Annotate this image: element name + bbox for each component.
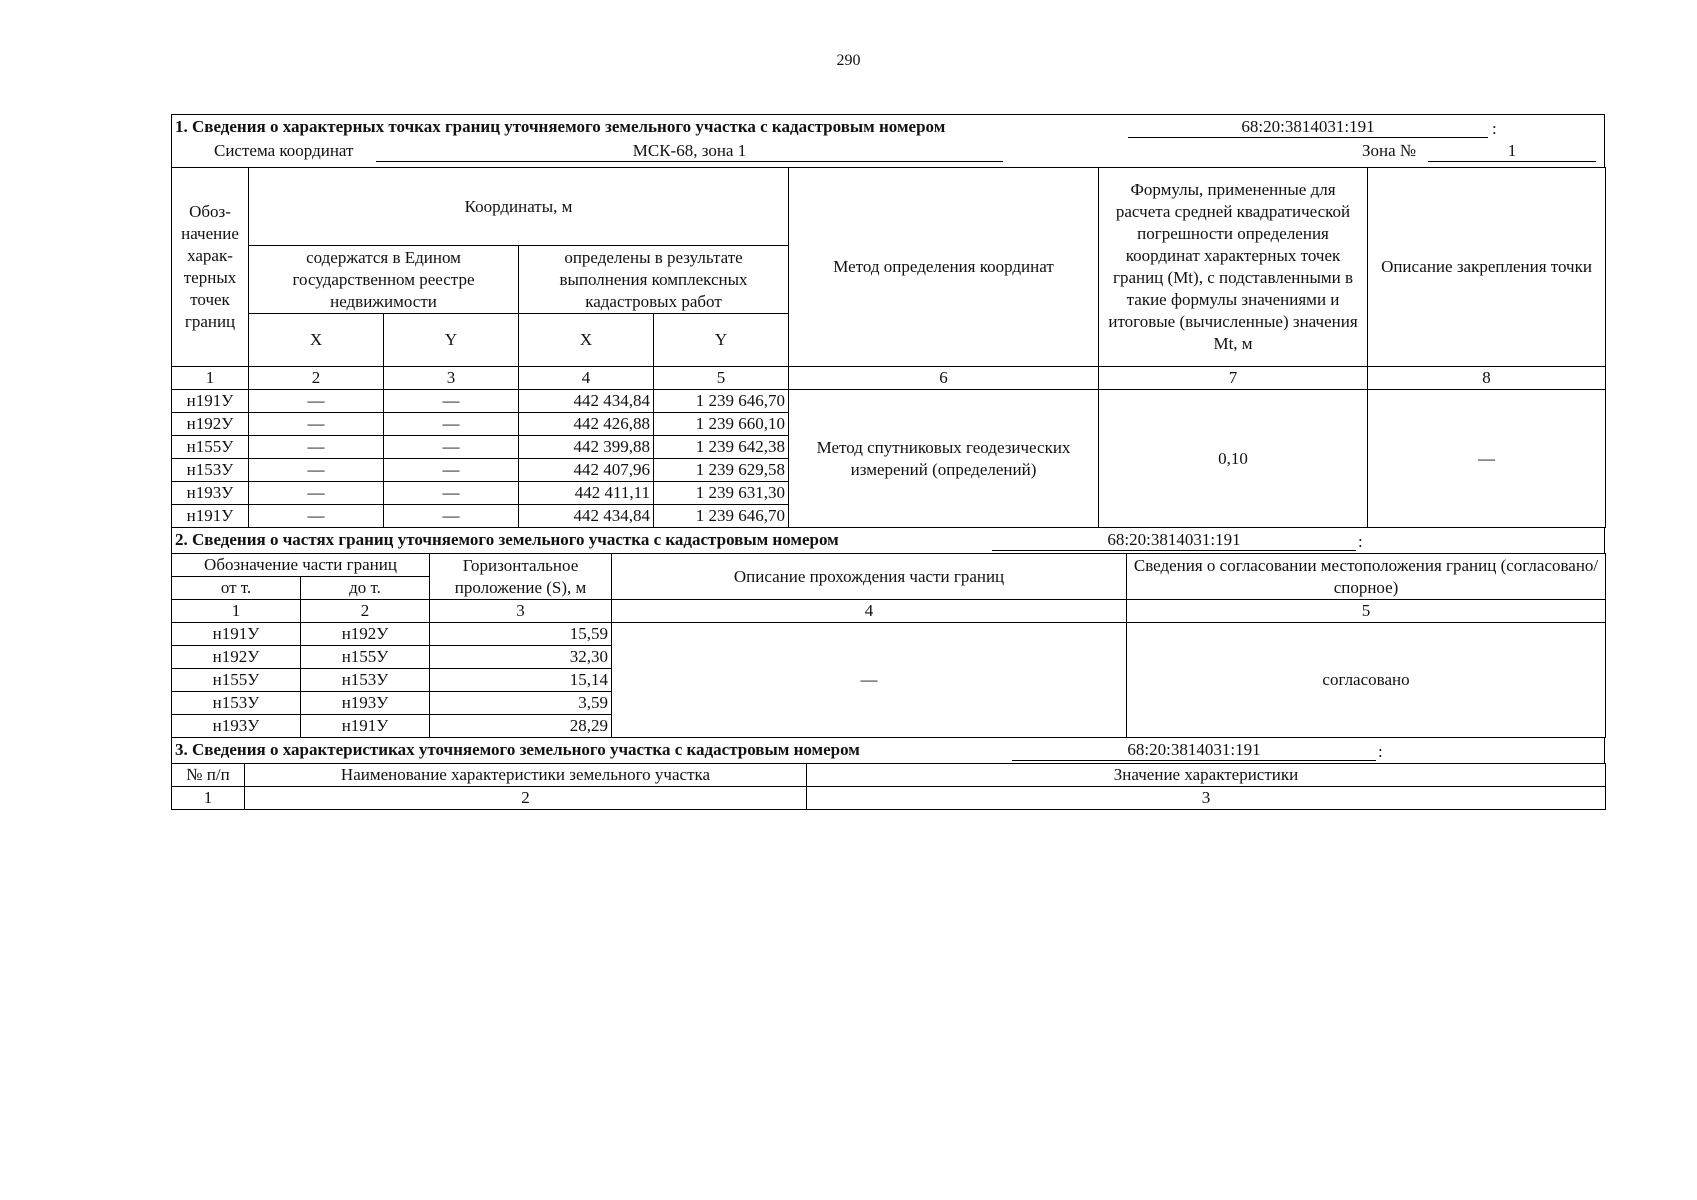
- header-coordinates: Координаты, м: [249, 168, 789, 246]
- from-point: н191У: [172, 623, 301, 646]
- x-determined: 442 411,11: [519, 482, 654, 505]
- to-point: н192У: [301, 623, 430, 646]
- col-number: 1: [172, 367, 249, 390]
- header-determined: определены в результате выполнения комплексных кадастровых работ: [519, 246, 789, 314]
- coord-system-value: МСК-68, зона 1: [376, 141, 1003, 162]
- header-value: Значение характеристики: [807, 764, 1606, 787]
- header-agreement: Сведения о согласовании местоположения границ (согласовано/спорное): [1127, 554, 1606, 600]
- col-number: 4: [519, 367, 654, 390]
- section3-title: 3. Сведения о характеристиках уточняемого земельного участка с кадастровым номером: [175, 740, 860, 759]
- point-id: н192У: [172, 413, 249, 436]
- section2-title: 2. Сведения о частях границ уточняемого земельного участка с кадастровым номером: [175, 530, 839, 549]
- y-registry: —: [384, 436, 519, 459]
- section2-table: [171, 553, 1606, 738]
- y-registry: —: [384, 413, 519, 436]
- x-determined: 442 434,84: [519, 390, 654, 413]
- section1-title: 1. Сведения о характерных точках границ уточняемого земельного участка с кадастровым номером: [175, 117, 946, 136]
- to-point: н193У: [301, 692, 430, 715]
- header-horizontal: Горизонтальное проложение (S), м: [430, 554, 612, 600]
- point-id: н153У: [172, 459, 249, 482]
- method-value: Метод спутниковых геодезических измерений (определений): [789, 390, 1099, 528]
- y-registry: —: [384, 505, 519, 528]
- header-to: до т.: [301, 577, 430, 600]
- col-number: 2: [301, 600, 430, 623]
- col-number: 1: [172, 787, 245, 810]
- horizontal-distance: 28,29: [430, 715, 612, 738]
- fixing-value: —: [1368, 390, 1606, 528]
- header-method: Метод определения координат: [789, 168, 1099, 367]
- col-number: 4: [612, 600, 1127, 623]
- horizontal-distance: 15,59: [430, 623, 612, 646]
- x-registry: —: [249, 459, 384, 482]
- section3-header: [171, 738, 1605, 763]
- zone-label: Зона №: [1362, 141, 1417, 160]
- y-determined: 1 239 646,70: [654, 505, 789, 528]
- x-registry: —: [249, 413, 384, 436]
- section2-cadastral-number: 68:20:3814031:191: [992, 530, 1356, 551]
- col-number: 8: [1368, 367, 1606, 390]
- point-id: н193У: [172, 482, 249, 505]
- section1-colon: :: [1492, 119, 1497, 138]
- horizontal-distance: 15,14: [430, 669, 612, 692]
- from-point: н193У: [172, 715, 301, 738]
- table-row: [172, 390, 1606, 413]
- coord-system-label: Система координат: [214, 141, 354, 160]
- col-number: 3: [430, 600, 612, 623]
- header-from: от т.: [172, 577, 301, 600]
- section1-header: [171, 114, 1605, 167]
- header-x2: X: [519, 314, 654, 367]
- x-determined: 442 399,88: [519, 436, 654, 459]
- col-number: 3: [384, 367, 519, 390]
- page-number: 290: [836, 52, 861, 69]
- header-description: Описание прохождения части границ: [612, 554, 1127, 600]
- section1-cadastral-number: 68:20:3814031:191: [1128, 117, 1488, 138]
- table-row: [172, 623, 1606, 646]
- section3-cadastral-number: 68:20:3814031:191: [1012, 740, 1376, 761]
- from-point: н153У: [172, 692, 301, 715]
- horizontal-distance: 3,59: [430, 692, 612, 715]
- y-determined: 1 239 646,70: [654, 390, 789, 413]
- point-id: н155У: [172, 436, 249, 459]
- y-registry: —: [384, 459, 519, 482]
- x-registry: —: [249, 482, 384, 505]
- header-designation: Обоз-начение харак-терных точек границ: [172, 168, 249, 367]
- horizontal-distance: 32,30: [430, 646, 612, 669]
- x-determined: 442 407,96: [519, 459, 654, 482]
- col-number: 2: [245, 787, 807, 810]
- header-y1: Y: [384, 314, 519, 367]
- col-number: 5: [654, 367, 789, 390]
- section1-table: [171, 167, 1606, 528]
- y-determined: 1 239 642,38: [654, 436, 789, 459]
- col-number: 2: [249, 367, 384, 390]
- header-formulas: Формулы, примененные для расчета средней квадратической погрешности определения координат характерных точек границ (Mt), с подставленными в такие формулы значениями и итоговые (вычисленные) значения Mt, м: [1099, 168, 1368, 367]
- x-registry: —: [249, 505, 384, 528]
- y-determined: 1 239 631,30: [654, 482, 789, 505]
- mt-value: 0,10: [1099, 390, 1368, 528]
- y-determined: 1 239 629,58: [654, 459, 789, 482]
- section3-colon: :: [1378, 742, 1383, 761]
- from-point: н155У: [172, 669, 301, 692]
- x-determined: 442 434,84: [519, 505, 654, 528]
- col-number: 6: [789, 367, 1099, 390]
- section3-table: [171, 763, 1606, 810]
- to-point: н191У: [301, 715, 430, 738]
- header-part-designation: Обозначение части границ: [172, 554, 430, 577]
- section2-header: [171, 528, 1605, 553]
- to-point: н155У: [301, 646, 430, 669]
- to-point: н153У: [301, 669, 430, 692]
- y-registry: —: [384, 482, 519, 505]
- x-registry: —: [249, 436, 384, 459]
- header-x1: X: [249, 314, 384, 367]
- cadastral-document: [171, 114, 1605, 810]
- header-name: Наименование характеристики земельного участка: [245, 764, 807, 787]
- x-determined: 442 426,88: [519, 413, 654, 436]
- header-num: № п/п: [172, 764, 245, 787]
- point-id: н191У: [172, 505, 249, 528]
- col-number: 3: [807, 787, 1606, 810]
- y-registry: —: [384, 390, 519, 413]
- section2-colon: :: [1358, 532, 1363, 551]
- zone-value: 1: [1428, 141, 1596, 162]
- header-in-registry: содержатся в Едином государственном реестре недвижимости: [249, 246, 519, 314]
- col-number: 7: [1099, 367, 1368, 390]
- point-id: н191У: [172, 390, 249, 413]
- col-number: 5: [1127, 600, 1606, 623]
- header-fixing: Описание закрепления точки: [1368, 168, 1606, 367]
- x-registry: —: [249, 390, 384, 413]
- col-number: 1: [172, 600, 301, 623]
- description-value: —: [612, 623, 1127, 738]
- agreement-value: согласовано: [1127, 623, 1606, 738]
- y-determined: 1 239 660,10: [654, 413, 789, 436]
- from-point: н192У: [172, 646, 301, 669]
- header-y2: Y: [654, 314, 789, 367]
